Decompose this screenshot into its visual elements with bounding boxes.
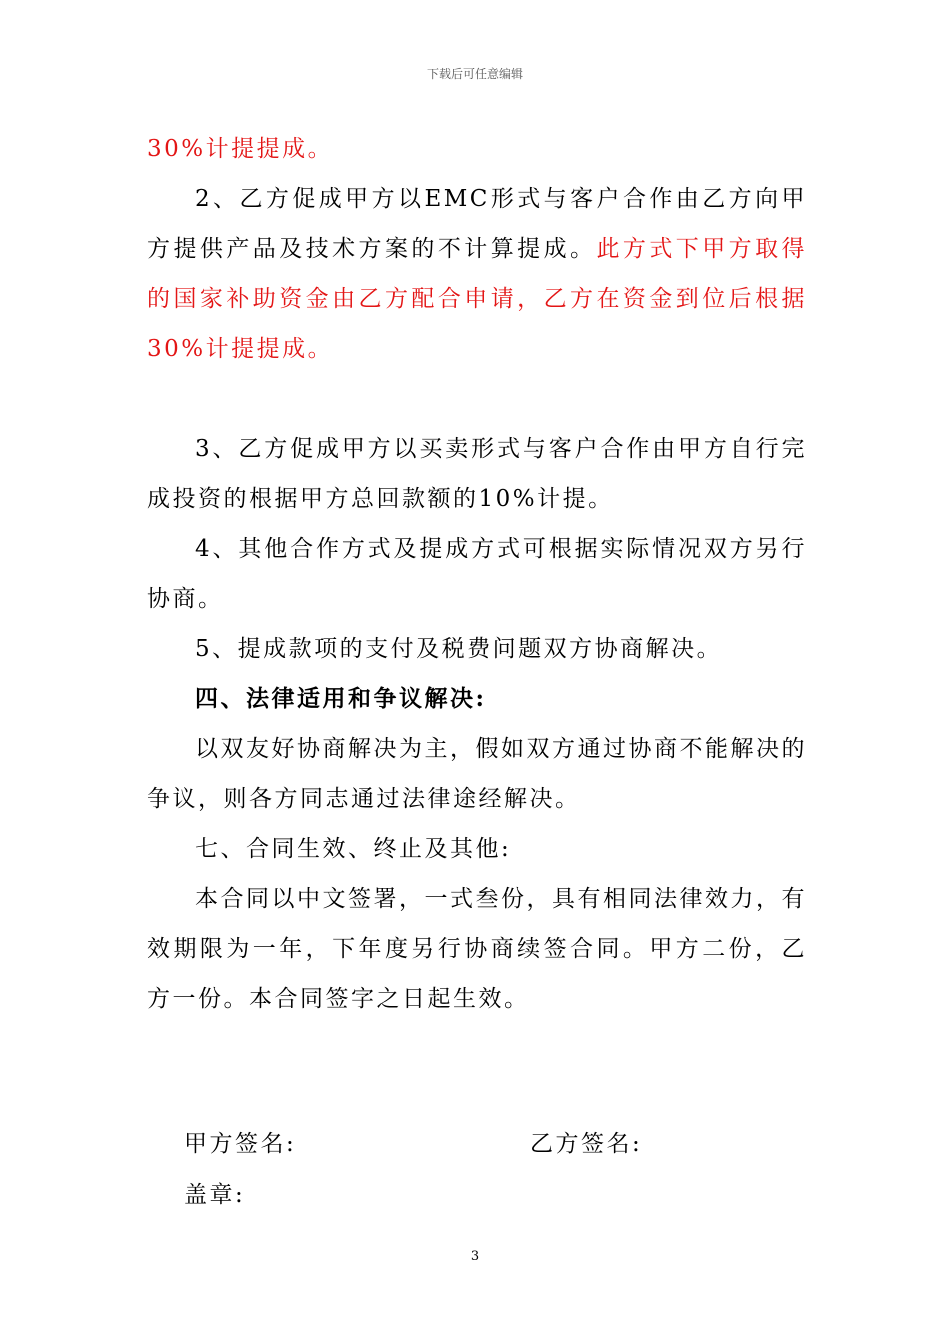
spacer — [147, 374, 807, 424]
document-body — [147, 124, 807, 1024]
party-a-signature-label: 甲方签名: — [184, 1131, 297, 1157]
section-heading-effect: 七、合同生效、终止及其他: — [195, 836, 512, 862]
paragraph-contract-effect: 本合同以中文签署，一式叁份，具有相同法律效力，有效期限为一年，下年度另行协商续签合同。甲方二份，乙方一份。本合同签字之日起生效。 — [147, 886, 807, 1012]
paragraph-continuation — [147, 124, 807, 174]
clause-2-highlighted-text: 此方式下甲方取得的国家补助资金由乙方配合申请，乙方在资金到位后根据30%计提提成。 — [147, 236, 807, 362]
highlighted-text: 30%计提提成。 — [147, 136, 334, 162]
paragraph-clause-5: 5、提成款项的支付及税费问题双方协商解决。 — [195, 636, 723, 662]
section-heading-law: 四、法律适用和争议解决: — [195, 685, 487, 712]
clause-2-text: 2、乙方促成甲方以EMC形式与客户合作由乙方向甲方提供产品及技术方案的不计算提成。 — [147, 186, 807, 262]
paragraph-clause-3: 3、乙方促成甲方以买卖形式与客户合作由甲方自行完成投资的根据甲方总回款额的10%计提。 — [147, 436, 807, 512]
party-b-signature-label: 乙方签名: — [530, 1131, 643, 1157]
page-header: 下载后可任意编辑 — [426, 67, 523, 81]
paragraph-clause-4: 4、其他合作方式及提成方式可根据实际情况双方另行协商。 — [147, 536, 807, 612]
paragraph-dispute-resolution: 以双友好协商解决为主，假如双方通过协商不能解决的争议，则各方同志通过法律途经解决。 — [147, 736, 807, 812]
seal-label: 盖章: — [184, 1182, 246, 1208]
paragraph-clause-2 — [147, 174, 807, 374]
page-number: 3 — [470, 1249, 480, 1264]
